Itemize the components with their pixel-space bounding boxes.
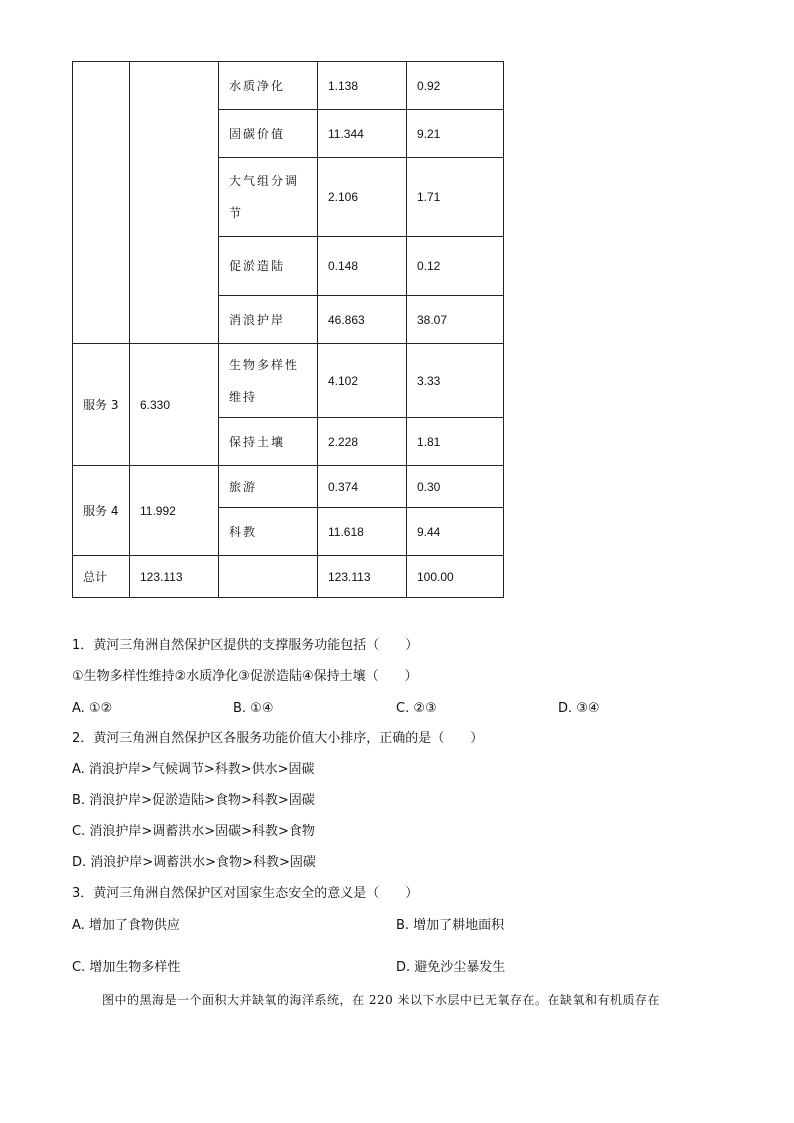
table-row-item: 水质净化 xyxy=(219,62,318,110)
service-total-cell-empty xyxy=(130,62,219,344)
table-row-value: 123.113 xyxy=(318,556,407,598)
table-row-service-total: 11.992 xyxy=(130,466,219,556)
service-value-table xyxy=(72,61,504,598)
question-1-option-d: D. ③④ xyxy=(558,701,600,716)
table-row-percent: 3.33 xyxy=(407,344,504,418)
table-row-value: 11.344 xyxy=(318,110,407,158)
table-row-percent: 0.12 xyxy=(407,237,504,296)
table-row-item: 大气组分调节 xyxy=(219,158,318,237)
table-row-percent: 9.21 xyxy=(407,110,504,158)
table-row-item xyxy=(219,556,318,598)
table-row-item: 促淤造陆 xyxy=(219,237,318,296)
table-row-percent: 9.44 xyxy=(407,508,504,556)
table-row-item: 生物多样性维持 xyxy=(219,344,318,418)
question-2-option-d: D. 消浪护岸>调蓄洪水>食物>科教>固碳 xyxy=(72,855,316,870)
question-3-option-d: D. 避免沙尘暴发生 xyxy=(396,960,506,975)
question-1-option-c: C. ②③ xyxy=(396,701,437,716)
table-row-percent: 0.30 xyxy=(407,466,504,508)
question-3-option-c: C. 增加生物多样性 xyxy=(72,960,181,975)
question-3-option-a: A. 增加了食物供应 xyxy=(72,918,180,933)
table-row-value: 46.863 xyxy=(318,296,407,344)
table-row-percent: 38.07 xyxy=(407,296,504,344)
question-3-stem: 3．黄河三角洲自然保护区对国家生态安全的意义是（ ） xyxy=(72,886,419,901)
table-row-percent: 1.71 xyxy=(407,158,504,237)
table-row-service: 总计 xyxy=(73,556,130,598)
question-1-sub: ①生物多样性维持②水质净化③促淤造陆④保持土壤（ ） xyxy=(72,669,418,684)
table-row-value: 11.618 xyxy=(318,508,407,556)
question-2-option-a: A. 消浪护岸>气候调节>科教>供水>固碳 xyxy=(72,762,315,777)
table-row-value: 4.102 xyxy=(318,344,407,418)
table-row-item: 固碳价值 xyxy=(219,110,318,158)
question-1-option-b: B. ①④ xyxy=(233,701,274,716)
question-3-option-b: B. 增加了耕地面积 xyxy=(396,918,505,933)
table-row-item: 科教 xyxy=(219,508,318,556)
table-row-service: 服务 4 xyxy=(73,466,130,556)
service-cell-empty xyxy=(73,62,130,344)
table-row-value: 1.138 xyxy=(318,62,407,110)
question-2-stem: 2．黄河三角洲自然保护区各服务功能价值大小排序，正确的是（ ） xyxy=(72,731,484,746)
table-row-percent: 100.00 xyxy=(407,556,504,598)
table-row-item: 保持土壤 xyxy=(219,418,318,466)
table-row-value: 2.228 xyxy=(318,418,407,466)
table-row-percent: 0.92 xyxy=(407,62,504,110)
question-1-stem: 1．黄河三角洲自然保护区提供的支撑服务功能包括（ ） xyxy=(72,638,419,653)
question-2-option-c: C. 消浪护岸>调蓄洪水>固碳>科教>食物 xyxy=(72,824,315,839)
table-row-value: 2.106 xyxy=(318,158,407,237)
question-2-option-b: B. 消浪护岸>促淤造陆>食物>科教>固碳 xyxy=(72,793,315,808)
table-row-value: 0.374 xyxy=(318,466,407,508)
table-row-percent: 1.81 xyxy=(407,418,504,466)
question-1-option-a: A. ①② xyxy=(72,701,113,716)
table-row-value: 0.148 xyxy=(318,237,407,296)
table-row-item: 旅游 xyxy=(219,466,318,508)
table-row-item: 消浪护岸 xyxy=(219,296,318,344)
table-row-service: 服务 3 xyxy=(73,344,130,466)
black-sea-paragraph: 图中的黑海是一个面积大并缺氧的海洋系统，在 220 米以下水层中已无氧存在。在缺氧和有机质存在 xyxy=(102,993,661,1007)
table-row-service-total: 6.330 xyxy=(130,344,219,466)
table-row-service-total: 123.113 xyxy=(130,556,219,598)
